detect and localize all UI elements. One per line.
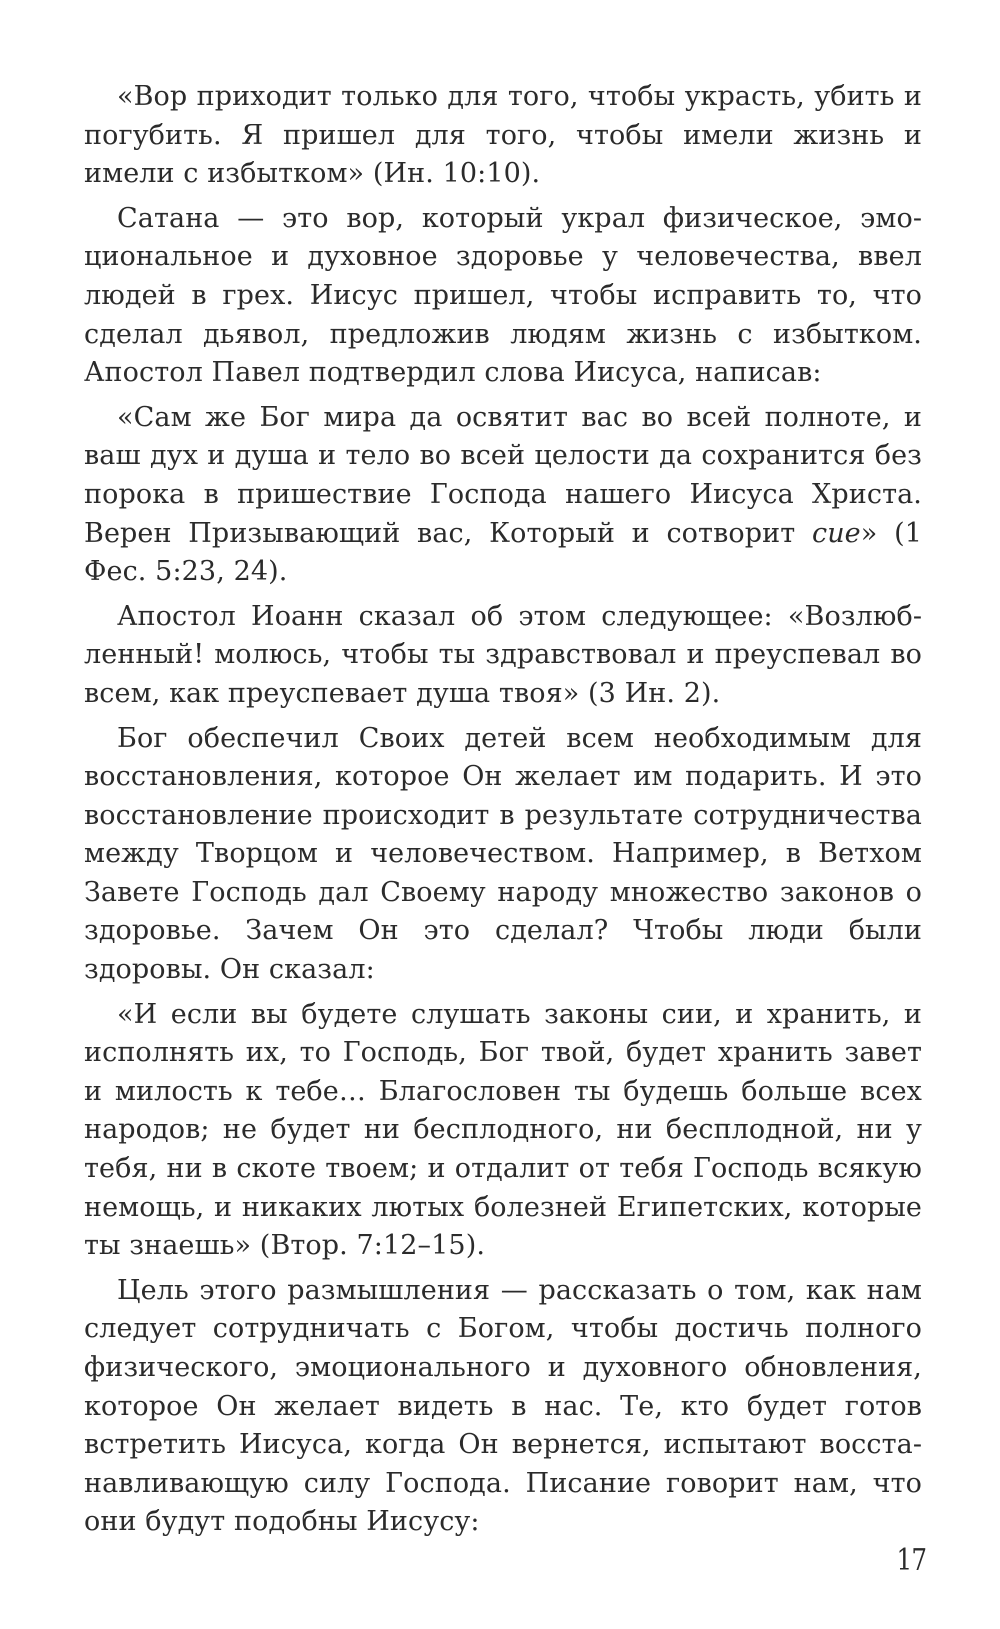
body-text — [84, 78, 922, 1542]
paragraph-god-provided: Бог обеспечил Своих детей всем необходимым для восстановления, которое Он желает им подарить. И это восстановление происходит в результате сотрудничества между Творцом и человечеством. Например, в Ветхом Завете Господь дал Своему народу множество законов о здоровье. Зачем Он это сделал? Чтобы люди были здоровы. Он сказал: — [84, 722, 922, 986]
page-number: 17 — [896, 1543, 926, 1578]
paragraph-apostle-john: Апостол Иоанн сказал об этом следующее: «Возлюбленный! молюсь, чтобы ты здравствовал и преуспевал во всем, как преуспевает душа твоя» (3 Ин. 2). — [84, 600, 922, 709]
paragraph-quote-1-thess — [84, 399, 922, 592]
paragraph-purpose: Цель этого размышления — рассказать о том, как нам следует сотрудничать с Богом, чтобы достичь полного физического, эмоционального и духовного обновления, которое Он желает видеть в нас. Те, кто будет готов встретить Иисуса, когда Он вернется, испытают восстанавливающую силу Господа. Писание говорит нам, что они будут подобны Иисусу: — [84, 1274, 922, 1538]
paragraph-quote-john-10-10: «Вор приходит только для того, чтобы украсть, убить и погубить. Я пришел для того, чтобы имели жизнь и имели с избытком» (Ин. 10:10). — [84, 81, 922, 190]
italic-word: сие — [811, 517, 861, 549]
quote-text-before-italic: «Сам же Бог мира да освятит вас во всей полноте, и ваш дух и душа и тело во всей целости да сохранится без порока в пришествие Господа нашего Иисуса Христа. Верен Призывающий вас, Который и сотворит — [84, 401, 922, 549]
paragraph-satan-thief: Сатана — это вор, который украл физическое, эмоциональное и духовное здоровье у человечества, ввел людей в грех. Иисус пришел, чтобы исправить то, что сделал дьявол, предложив людям жизнь с избытком. Апостол Павел подтвердил слова Иисуса, написав: — [84, 202, 922, 389]
quote-text-after-italic: » (1 Фес. 5:23, 24). — [84, 517, 923, 588]
paragraph-quote-deut: «И если вы будете слушать законы сии, и хранить, и исполнять их, то Господь, Бог твой, будет хранить завет и милость к тебе… Благословен ты будешь больше всех народов; не будет ни бесплодного, ни бесплодной, ни у тебя, ни в скоте твоем; и отдалит от тебя Господь всякую немощь, и никаких лютых болезней Египетских, которые ты знаешь» (Втор. 7:12–15). — [84, 998, 922, 1262]
